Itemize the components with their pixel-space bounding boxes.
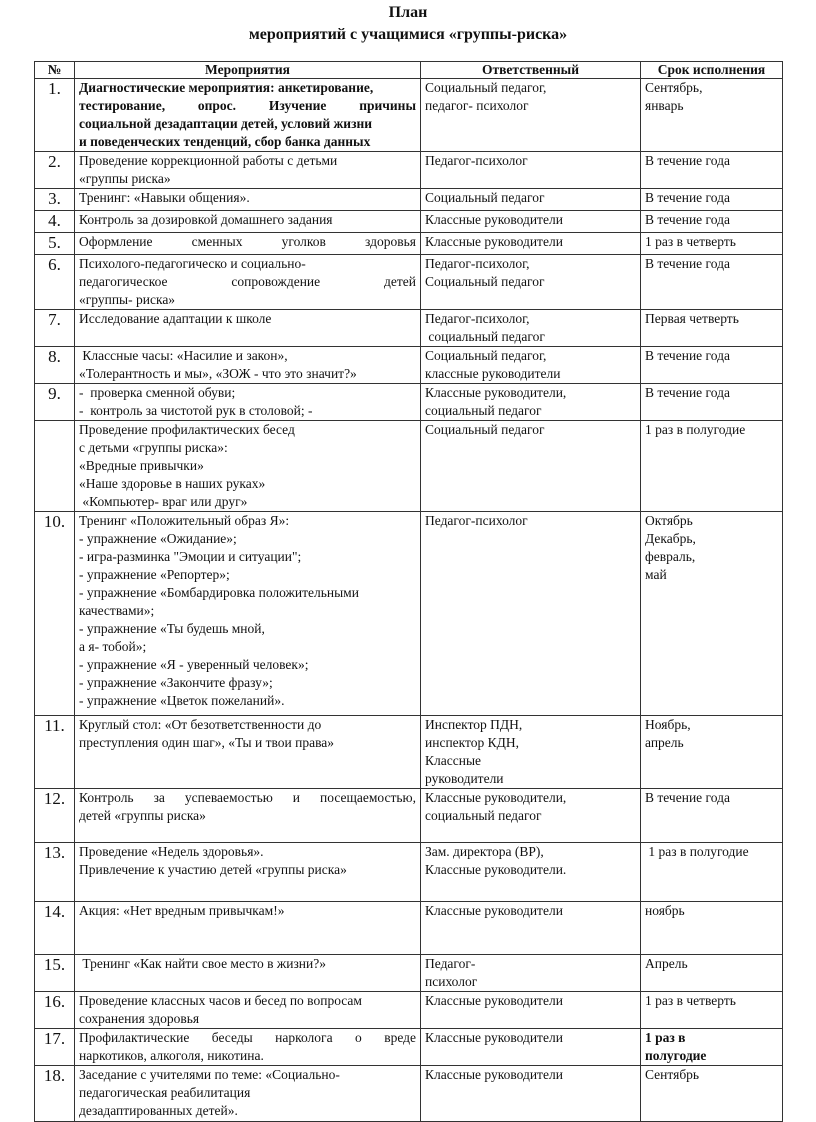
responsible-cell-line: Педагог-психолог — [425, 153, 528, 168]
table-row — [35, 384, 783, 421]
table-row — [35, 902, 783, 955]
deadline-cell — [641, 716, 783, 789]
responsible-cell-line: Классные руководители — [425, 903, 563, 918]
event-cell-line: Психолого-педагогическо и социально- — [79, 256, 306, 271]
responsible-cell-line: Педагог- — [425, 956, 476, 971]
table-row — [35, 152, 783, 189]
event-cell-line: сохранения здоровья — [79, 1011, 200, 1026]
deadline-cell-line: В течение года — [645, 385, 730, 400]
event-cell-line: Контроль за дозировкой домашнего задания — [79, 212, 333, 227]
event-cell — [75, 789, 421, 843]
event-cell-line: преступления один шаг», «Ты и твои права» — [79, 735, 335, 750]
responsible-cell — [421, 1029, 641, 1066]
responsible-cell-line: Классные руководители — [425, 1067, 563, 1082]
event-cell-line: - проверка сменной обуви; — [79, 385, 236, 400]
event-cell-line: - игра-разминка "Эмоции и ситуации"; — [79, 549, 302, 564]
table-row — [35, 1066, 783, 1122]
event-cell-line: «группы риска» — [79, 171, 171, 186]
deadline-cell — [641, 789, 783, 843]
event-cell — [75, 255, 421, 310]
event-cell-line: Контроль за успеваемостью и посещаемостью, — [79, 790, 416, 805]
event-cell-line: «Толерантность и мы», «ЗОЖ - что это значит?» — [79, 366, 357, 381]
row-number: 13. — [35, 843, 75, 902]
deadline-cell-line: ноябрь — [645, 903, 685, 918]
deadline-cell — [641, 902, 783, 955]
deadline-cell — [641, 211, 783, 233]
event-cell-line: социальной дезадаптации детей, условий жизни — [79, 116, 373, 131]
responsible-cell — [421, 189, 641, 211]
responsible-cell — [421, 955, 641, 992]
event-cell-line: Тренинг «Положительный образ Я»: — [79, 513, 290, 528]
deadline-cell — [641, 233, 783, 255]
table-row — [35, 843, 783, 902]
event-cell — [75, 1029, 421, 1066]
event-cell — [75, 716, 421, 789]
event-cell-line: - упражнение «Закончите фразу»; — [79, 675, 273, 690]
responsible-cell-line: Классные руководители. — [425, 862, 567, 877]
deadline-cell-line: В течение года — [645, 190, 730, 205]
event-cell-line: а я- тобой»; — [79, 639, 147, 654]
responsible-cell — [421, 843, 641, 902]
row-number: 17. — [35, 1029, 75, 1066]
table-row — [35, 79, 783, 152]
event-cell-line: наркотиков, алкоголя, никотина. — [79, 1048, 264, 1063]
responsible-cell-line: Зам. директора (ВР), — [425, 844, 544, 859]
row-number: 1. — [35, 79, 75, 152]
event-cell-line: Проведение коррекционной работы с детьми — [79, 153, 338, 168]
event-cell-line: - упражнение «Репортер»; — [79, 567, 230, 582]
event-cell-line: «Вредные привычки» — [79, 458, 204, 473]
event-cell — [75, 902, 421, 955]
deadline-cell-line: Сентябрь, — [645, 80, 703, 95]
responsible-cell — [421, 211, 641, 233]
responsible-cell — [421, 310, 641, 347]
responsible-cell — [421, 384, 641, 421]
header-num: № — [35, 62, 75, 79]
responsible-cell-line: Социальный педагог — [425, 422, 545, 437]
responsible-cell — [421, 512, 641, 716]
responsible-cell-line: классные руководители — [425, 366, 561, 381]
event-cell-line: - упражнение «Бомбардировка положительными — [79, 585, 359, 600]
deadline-cell — [641, 1029, 783, 1066]
responsible-cell — [421, 1066, 641, 1122]
responsible-cell-line: Социальный педагог — [425, 190, 545, 205]
table-row — [35, 512, 783, 716]
row-number: 16. — [35, 992, 75, 1029]
deadline-cell — [641, 255, 783, 310]
table-row — [35, 255, 783, 310]
row-number: 4. — [35, 211, 75, 233]
deadline-cell-line: В течение года — [645, 212, 730, 227]
deadline-cell-line: Ноябрь, — [645, 717, 691, 732]
deadline-cell-line: Октябрь — [645, 513, 693, 528]
deadline-cell-line: 1 раз в — [645, 1030, 686, 1045]
responsible-cell — [421, 716, 641, 789]
deadline-cell-line: февраль, — [645, 549, 696, 564]
deadline-cell — [641, 843, 783, 902]
deadline-cell-line: В течение года — [645, 348, 730, 363]
responsible-cell — [421, 255, 641, 310]
header-deadline: Срок исполнения — [641, 62, 783, 79]
responsible-cell-line: Педагог-психолог — [425, 513, 528, 528]
deadline-cell-line: 1 раз в четверть — [645, 993, 736, 1008]
row-number: 18. — [35, 1066, 75, 1122]
event-cell-line: Профилактические беседы нарколога о вреде — [79, 1030, 416, 1045]
deadline-cell-line: В течение года — [645, 153, 730, 168]
deadline-cell — [641, 384, 783, 421]
responsible-cell — [421, 789, 641, 843]
event-cell-line: детей «группы риска» — [79, 808, 206, 823]
event-cell — [75, 512, 421, 716]
event-cell — [75, 992, 421, 1029]
responsible-cell-line: Классные руководители — [425, 234, 563, 249]
event-cell-line: тестирование, опрос. Изучение причины — [79, 98, 416, 113]
responsible-cell-line: педагог- психолог — [425, 98, 529, 113]
responsible-cell-line: Классные руководители — [425, 1030, 563, 1045]
deadline-cell — [641, 992, 783, 1029]
deadline-cell — [641, 347, 783, 384]
responsible-cell-line: Классные руководители — [425, 212, 563, 227]
deadline-cell — [641, 955, 783, 992]
responsible-cell-line: руководители — [425, 771, 504, 786]
table-row — [35, 233, 783, 255]
responsible-cell-line: социальный педагог — [425, 329, 545, 344]
plan-subtitle: мероприятий с учащимися «группы-риска» — [248, 26, 568, 43]
event-cell — [75, 421, 421, 512]
deadline-cell-line: В течение года — [645, 256, 730, 271]
event-cell-line: - упражнение «Цветок пожеланий». — [79, 693, 285, 708]
event-cell-line: с детьми «группы риска»: — [79, 440, 228, 455]
row-number: 11. — [35, 716, 75, 789]
responsible-cell-line: Социальный педагог — [425, 274, 545, 289]
event-cell-line: Классные часы: «Насилие и закон», — [79, 348, 288, 363]
table-row — [35, 347, 783, 384]
event-cell — [75, 384, 421, 421]
event-cell — [75, 211, 421, 233]
row-number: 3. — [35, 189, 75, 211]
deadline-cell — [641, 1066, 783, 1122]
plan-title: План — [388, 4, 428, 21]
row-number — [35, 421, 75, 512]
responsible-cell-line: социальный педагог — [425, 403, 542, 418]
responsible-cell-line: Социальный педагог, — [425, 348, 547, 363]
row-number: 5. — [35, 233, 75, 255]
event-cell-line: - контроль за чистотой рук в столовой; - — [79, 403, 313, 418]
deadline-cell-line: Декабрь, — [645, 531, 696, 546]
responsible-cell-line: Педагог-психолог, — [425, 256, 530, 271]
event-cell-line: педагогическая реабилитация — [79, 1085, 251, 1100]
event-cell-line: Проведение «Недель здоровья». — [79, 844, 264, 859]
plan-body — [35, 79, 783, 1122]
header-event: Мероприятия — [75, 62, 421, 79]
responsible-cell — [421, 79, 641, 152]
responsible-cell-line: психолог — [425, 974, 478, 989]
responsible-cell — [421, 902, 641, 955]
event-cell — [75, 843, 421, 902]
responsible-cell-line: инспектор КДН, — [425, 735, 519, 750]
event-cell — [75, 310, 421, 347]
responsible-cell — [421, 347, 641, 384]
table-row — [35, 189, 783, 211]
row-number: 7. — [35, 310, 75, 347]
row-number: 2. — [35, 152, 75, 189]
row-number: 12. — [35, 789, 75, 843]
table-row — [35, 1029, 783, 1066]
responsible-cell — [421, 233, 641, 255]
event-cell-line: педагогическое сопровождение детей — [79, 274, 416, 289]
table-header-row — [35, 62, 783, 79]
deadline-cell — [641, 421, 783, 512]
event-cell-line: Круглый стол: «От безответственности до — [79, 717, 322, 732]
responsible-cell-line: Социальный педагог, — [425, 80, 547, 95]
responsible-cell-line: Классные руководители — [425, 993, 563, 1008]
table-row — [35, 716, 783, 789]
event-cell-line: - упражнение «Ожидание»; — [79, 531, 237, 546]
table-row — [35, 310, 783, 347]
deadline-cell-line: апрель — [645, 735, 684, 750]
event-cell — [75, 955, 421, 992]
deadline-cell-line: Сентябрь — [645, 1067, 700, 1082]
event-cell-line: Диагностические мероприятия: анкетирование, — [79, 80, 374, 95]
row-number: 10. — [35, 512, 75, 716]
deadline-cell — [641, 512, 783, 716]
table-row — [35, 955, 783, 992]
table-row — [35, 211, 783, 233]
deadline-cell-line: 1 раз в полугодие — [645, 844, 749, 859]
plan-table — [34, 61, 783, 1122]
deadline-cell-line: май — [645, 567, 667, 582]
event-cell-line: «группы- риска» — [79, 292, 176, 307]
header-responsible: Ответственный — [421, 62, 641, 79]
event-cell-line: Тренинг «Как найти свое место в жизни?» — [79, 956, 326, 971]
deadline-cell — [641, 310, 783, 347]
responsible-cell — [421, 992, 641, 1029]
event-cell-line: Тренинг: «Навыки общения». — [79, 190, 250, 205]
deadline-cell — [641, 189, 783, 211]
event-cell-line: Проведение профилактических бесед — [79, 422, 295, 437]
responsible-cell-line: социальный педагог — [425, 808, 542, 823]
event-cell-line: и поведенческих тенденций, сбор банка данных — [79, 134, 371, 149]
table-row — [35, 992, 783, 1029]
event-cell — [75, 189, 421, 211]
event-cell-line: Заседание с учителями по теме: «Социально- — [79, 1067, 340, 1082]
row-number: 14. — [35, 902, 75, 955]
deadline-cell — [641, 152, 783, 189]
deadline-cell-line: полугодие — [645, 1048, 707, 1063]
responsible-cell — [421, 152, 641, 189]
table-row — [35, 421, 783, 512]
table-row — [35, 789, 783, 843]
row-number: 6. — [35, 255, 75, 310]
deadline-cell-line: Апрель — [645, 956, 688, 971]
event-cell-line: - упражнение «Ты будешь мной, — [79, 621, 265, 636]
responsible-cell-line: Классные — [425, 753, 482, 768]
deadline-cell — [641, 79, 783, 152]
row-number: 9. — [35, 384, 75, 421]
deadline-cell-line: 1 раз в четверть — [645, 234, 736, 249]
event-cell — [75, 233, 421, 255]
deadline-cell-line: В течение года — [645, 790, 730, 805]
event-cell — [75, 1066, 421, 1122]
event-cell-line: дезадаптированных детей». — [79, 1103, 238, 1118]
event-cell-line: Проведение классных часов и бесед по вопросам — [79, 993, 362, 1008]
event-cell-line: - упражнение «Я - уверенный человек»; — [79, 657, 309, 672]
event-cell-line: Привлечение к участию детей «группы риска» — [79, 862, 347, 877]
event-cell-line: Акция: «Нет вредным привычкам!» — [79, 903, 285, 918]
event-cell — [75, 347, 421, 384]
row-number: 15. — [35, 955, 75, 992]
event-cell — [75, 79, 421, 152]
responsible-cell-line: Педагог-психолог, — [425, 311, 530, 326]
event-cell-line: «Компьютер- враг или друг» — [79, 494, 248, 509]
deadline-cell-line: январь — [645, 98, 684, 113]
responsible-cell — [421, 421, 641, 512]
event-cell — [75, 152, 421, 189]
responsible-cell-line: Классные руководители, — [425, 790, 567, 805]
responsible-cell-line: Классные руководители, — [425, 385, 567, 400]
event-cell-line: качествами»; — [79, 603, 155, 618]
deadline-cell-line: 1 раз в полугодие — [645, 422, 746, 437]
deadline-cell-line: Первая четверть — [645, 311, 739, 326]
event-cell-line: «Наше здоровье в наших руках» — [79, 476, 266, 491]
event-cell-line: Исследование адаптации к школе — [79, 311, 272, 326]
row-number: 8. — [35, 347, 75, 384]
event-cell-line: Оформление сменных уголков здоровья — [79, 234, 416, 249]
responsible-cell-line: Инспектор ПДН, — [425, 717, 523, 732]
